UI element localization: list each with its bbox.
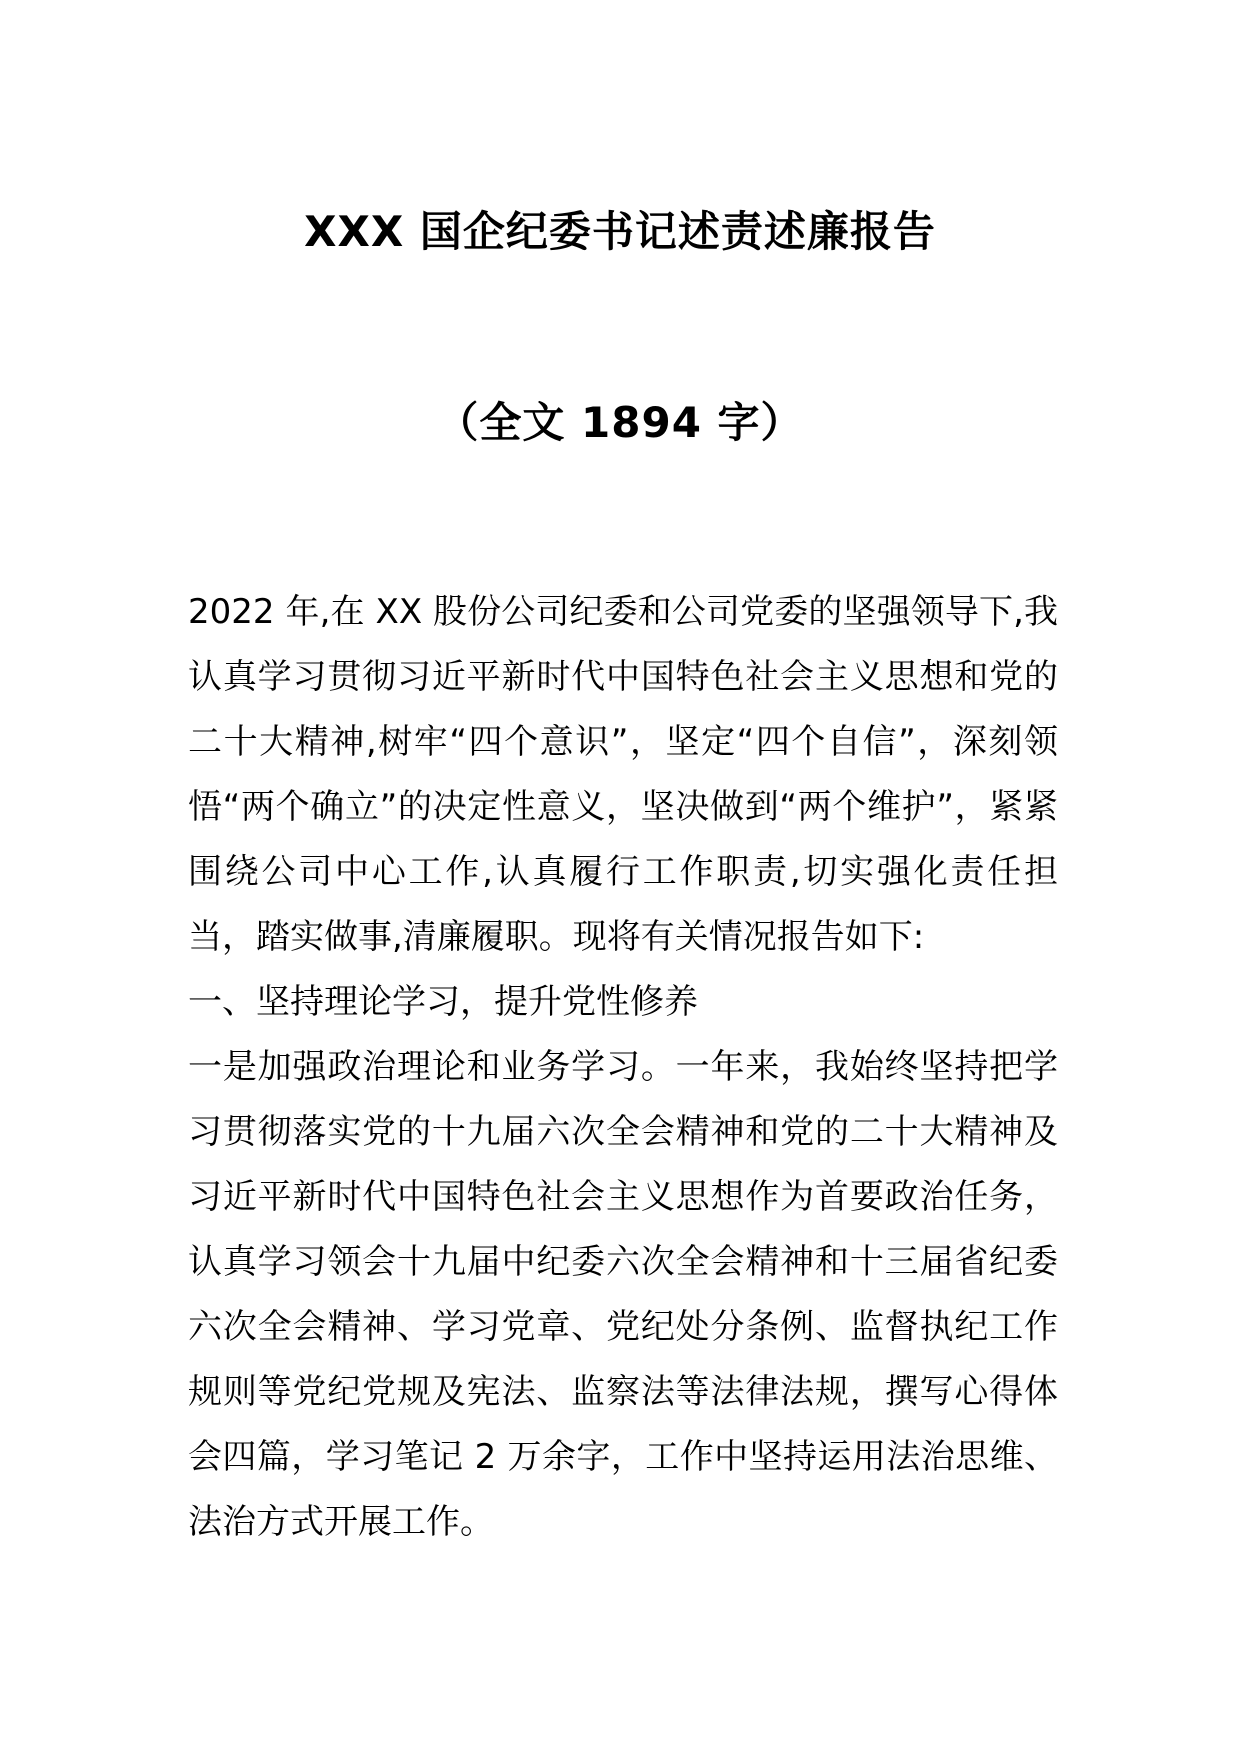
section-heading: 一、坚持理论学习，提升党性修养: [188, 982, 698, 1022]
document-body: [188, 580, 1058, 1555]
document-title: XXX 国企纪委书记述责述廉报告: [304, 207, 936, 256]
paragraph-intro: 2022 年,在 XX 股份公司纪委和公司党委的坚强领导下,我认真学习贯彻习近平新时代中国特色社会主义思想和党的二十大精神,树牢“四个意识”，坚定“四个自信”，深刻领悟“两个确立”的决定性意义，坚决做到“两个维护”，紧紧围绕公司中心工作,认真履行工作职责,切实强化责任担当，踏实做事,清廉履职。现将有关情况报告如下:: [188, 592, 1058, 957]
paragraph-study: 一是加强政治理论和业务学习。一年来，我始终坚持把学习贯彻落实党的十九届六次全会精神和党的二十大精神及习近平新时代中国特色社会主义思想作为首要政治任务，认真学习领会十九届中纪委六次全会精神和十三届省纪委六次全会精神、学习党章、党纪处分条例、监督执纪工作规则等党纪党规及宪法、监察法等法律法规，撰写心得体会四篇，学习笔记 2 万余字，工作中坚持运用法治思维、法治方式开展工作。: [188, 1047, 1058, 1542]
document-subtitle: （全文 1894 字）: [436, 398, 804, 447]
